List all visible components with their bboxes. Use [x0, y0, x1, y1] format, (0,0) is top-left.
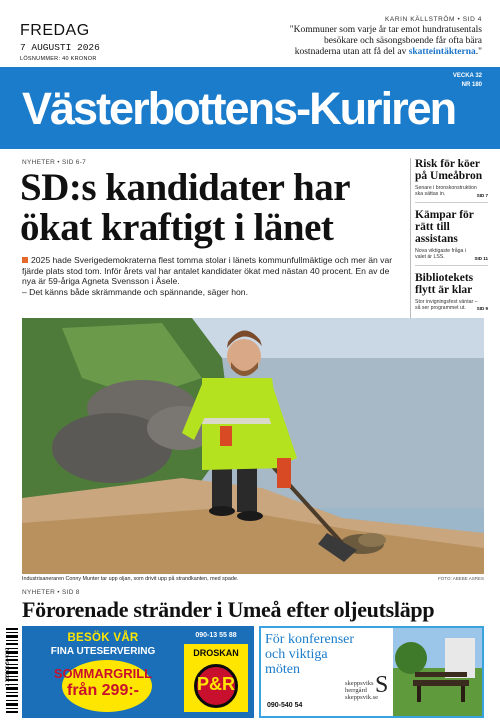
sidebar-item[interactable]: [415, 158, 488, 203]
top-strip: [0, 0, 500, 66]
photo-caption: Industrisaneraren Conny Munter tar upp oljan, som drivit upp på strandkanten, med spade.: [22, 576, 239, 582]
ad-brand-name: DROSKAN: [193, 648, 239, 658]
sidebar-item[interactable]: [415, 209, 488, 266]
main-headline-line-2: ökat kraftigt i länet: [20, 206, 334, 249]
main-story-quote: – Det känns både skrämmande och spännande, säger hon.: [22, 286, 248, 297]
sidebar-item-body: Nova viktigaste fråga i valet är LSS.: [415, 247, 467, 261]
ad-line-2: FINA UTESERVERING: [50, 646, 156, 657]
sidebar-item-page-ref: SID 11: [474, 255, 488, 261]
newspaper-logo: Västerbottens-Kuriren: [22, 83, 456, 134]
ad-phone: 090-13 55 88: [195, 632, 237, 639]
ad-line-3: SOMMARGRILL: [53, 666, 153, 681]
sidebar-item-body: Senare i bronskonstruktion ska sättas in.: [415, 185, 477, 198]
ad-price: från 299:-: [66, 682, 140, 699]
edition-number: NR 180: [461, 82, 482, 88]
sidebar-item-page-ref: SID 9: [476, 306, 488, 312]
ad-logo-text: skeppsviks herrgård skeppsvik.se: [345, 680, 379, 701]
issue-number: [453, 72, 482, 90]
issue-date: 7 AUGUSTI 2026: [20, 42, 100, 53]
quote-author: KARIN KÄLLSTRÖM • SID 4: [385, 16, 482, 23]
section-label: NYHETER • SID 6-7: [22, 159, 87, 166]
shoreline-cleanup-photo: [22, 318, 484, 574]
ad-line-1: BESÖK VÅR: [67, 632, 139, 644]
main-headline-line-1: SD:s kandidater har: [20, 166, 351, 209]
barcode-digits: 7 388100 504002: [5, 647, 11, 687]
week-number: VECKA 32: [452, 73, 482, 79]
sidebar-item-page-ref: SID 7: [476, 192, 488, 198]
garden-bench-photo: [393, 628, 484, 716]
column-teaser[interactable]: [252, 16, 482, 58]
quote-line-2: besökare och säsongsboende får ofta bära: [323, 36, 482, 46]
lead-photo[interactable]: [22, 318, 484, 574]
quote-highlight: skatteintäkterna: [408, 47, 476, 57]
main-story-body: [22, 255, 402, 297]
main-story-paragraph: 2025 hade Sverigedemokraterna flest tomma stolar i länets kommunfullmäktige och mer än var fjärde plats stod tom. Inför årets val har antalet kandidater ökat med nästan 40 procent. En av de nya är 59-åriga Agneta Svensson i Åsele.: [22, 255, 393, 287]
sidebar-item-body: Stor invigningsfest väntar – så ser programmet ut.: [415, 298, 478, 312]
date-block: [20, 22, 100, 62]
restaurant-ad[interactable]: [22, 626, 254, 718]
quote-line-1: "Kommuner som varje år tar emot hundratusentals: [289, 25, 482, 35]
second-headline[interactable]: Förorenade stränder i Umeå efter oljeutsläpp: [22, 597, 435, 622]
second-section-label: NYHETER • SID 8: [22, 589, 80, 596]
sidebar-item[interactable]: [415, 272, 488, 316]
quote-text: [252, 25, 482, 58]
ad-logo-mark: S: [375, 672, 389, 698]
ad-headline: För konferenser och viktiga möten: [265, 632, 355, 677]
ad-phone: 090-540 54: [267, 702, 303, 709]
sidebar-item-title: Bibliotekets flytt är klar: [415, 271, 474, 296]
bullet-square-icon: [22, 257, 28, 263]
ad-photo: [393, 628, 484, 716]
main-headline[interactable]: [20, 168, 400, 248]
news-sidebar: [410, 158, 488, 321]
masthead: [0, 67, 500, 149]
ad-brand-mark: P&R: [196, 674, 235, 694]
sidebar-item-title: Kämpar för rätt till assistans: [415, 208, 474, 245]
photo-credit: FOTO: ABEBE ASRES: [438, 576, 484, 581]
issue-price: LÖSNUMMER: 40 KRONOR: [20, 56, 97, 62]
conference-ad[interactable]: [259, 626, 484, 718]
issue-day: FREDAG: [20, 22, 90, 39]
quote-line-3: kostnaderna utan att få del av skatteintäkterna.": [294, 47, 482, 57]
sidebar-item-title: Risk för köer på Umeåbron: [415, 158, 483, 182]
ad-brand-logo: [184, 644, 248, 712]
